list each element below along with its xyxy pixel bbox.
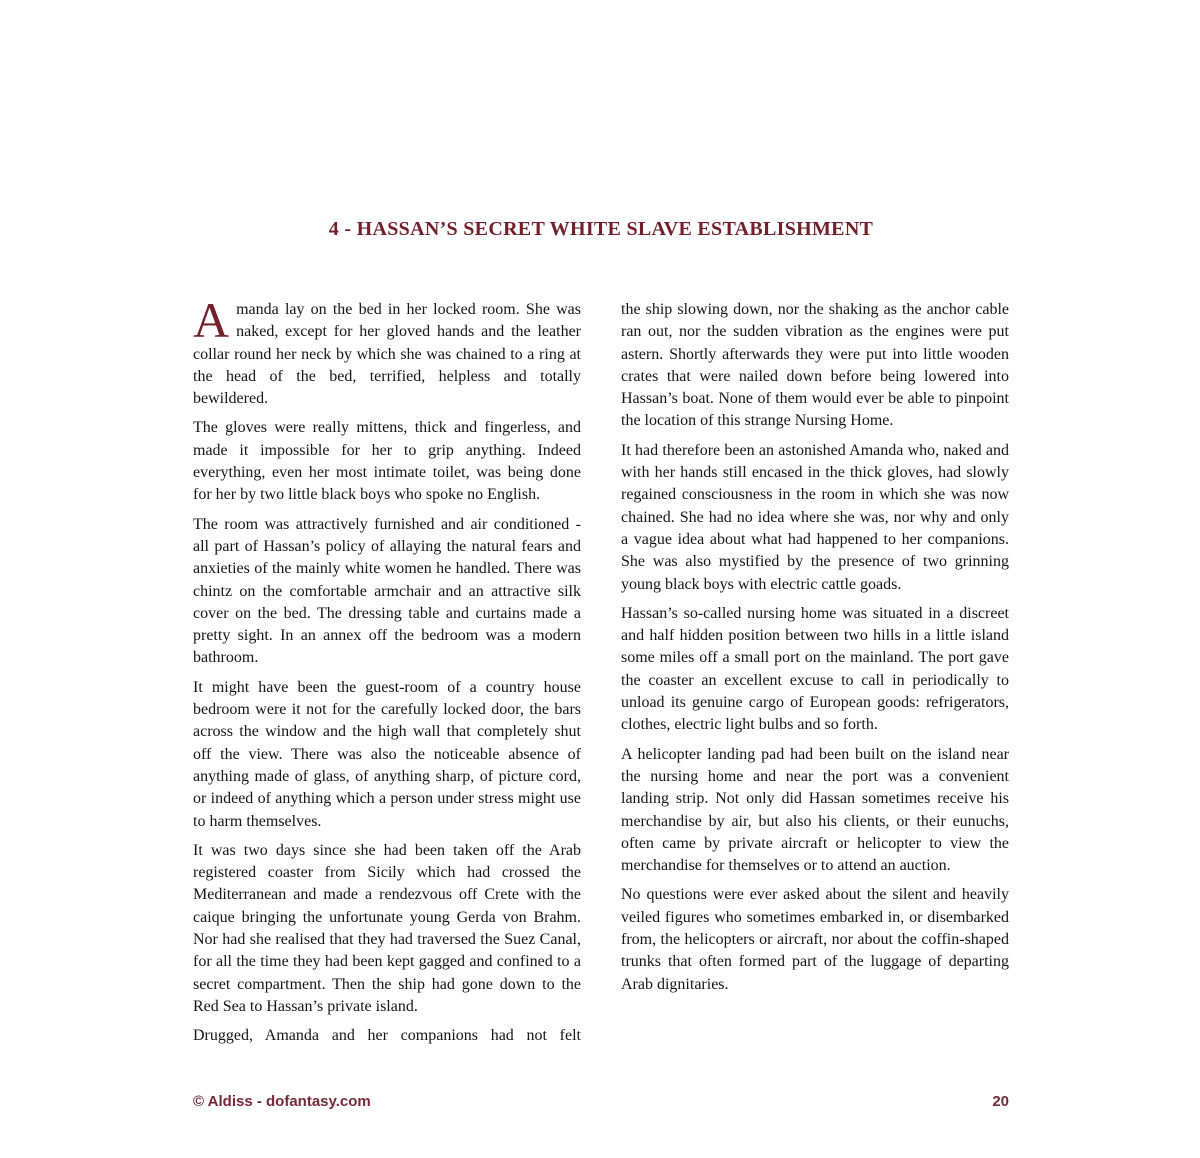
text-columns (193, 292, 1009, 1048)
right-column (621, 299, 1009, 1048)
drop-cap: A (193, 292, 230, 348)
paragraph: Hassan’s so-called nursing home was situated in a discreet and half hidden position between two hills in a little island some miles off a small port on the mainland. The port gave the coaster an excellent excuse to call in periodically to unload its genuine cargo of European goods: refrigerators, clothes, electric light bulbs and so forth. (621, 604, 1009, 734)
paragraph: A helicopter landing pad had been built on the island near the nursing home and near the port was a convenient landing strip. Not only did Hassan sometimes receive his merchandise by air, but also his clients, or their eunuchs, often came by private aircraft or helicopter to view the merchandise for themselves or to attend an auction. (621, 745, 1009, 875)
copyright-credit: © Aldiss - dofantasy.com (193, 1093, 371, 1110)
paragraph: No questions were ever asked about the silent and heavily veiled figures who sometimes embarked in, or disembarked from, the helicopters or aircraft, nor about the coffin-shaped trunks that often formed part of the luggage of departing Arab dignitaries. (621, 886, 1009, 993)
paragraph: It might have been the guest-room of a country house bedroom were it not for the carefully locked door, the bars across the window and the high wall that completely shut off the view. There was also the noticeable absence of anything made of glass, of anything sharp, of picture cord, or indeed of anything which a person under stress might use to harm themselves. (193, 678, 581, 830)
page-footer (193, 1093, 1009, 1110)
chapter-title: 4 - HASSAN’S SECRET WHITE SLAVE ESTABLISHMENT (328, 218, 874, 240)
paragraph (193, 292, 581, 410)
paragraph: Drugged, Amanda and her companions had not felt (193, 1027, 581, 1045)
paragraph: The room was attractively furnished and air conditioned - all part of Hassan’s policy of allaying the natural fears and anxieties of the mainly white women he handled. There was chintz on the comfortable armchair and an attractive silk cover on the bed. The dressing table and curtains made a pretty sight. In an annex off the bedroom was a modern bathroom. (193, 515, 581, 667)
paragraph: It was two days since she had been taken off the Arab registered coaster from Sicily which had crossed the Mediterranean and made a rendezvous off Crete with the caique bringing the unfortunate young Gerda von Brahm. Nor had she realised that they had traversed the Suez Canal, for all the time they had been kept gagged and confined to a secret compartment. Then the ship had gone down to the Red Sea to Hassan’s private island. (193, 841, 581, 1015)
paragraph-text: manda lay on the bed in her locked room. She was naked, except for her gloved hands and the leather collar round her neck by which she was chained to a ring at the head of the bed, terrified, helpless and totally bewildered. (193, 301, 581, 408)
paragraph: The gloves were really mittens, thick and fingerless, and made it impossible for her to grip anything. Indeed everything, even her most intimate toilet, was being done for her by two little black boys who spoke no English. (193, 419, 581, 504)
left-column (193, 292, 581, 1048)
paragraph: the ship slowing down, nor the shaking as the anchor cable ran out, nor the sudden vibration as the engines were put astern. Shortly afterwards they were put into little wooden crates that were nailed down before being lowered into Hassan’s boat. None of them would ever be able to pinpoint the location of this strange Nursing Home. (621, 301, 1009, 430)
paragraph: It had therefore been an astonished Amanda who, naked and with her hands still encased in the thick gloves, had slowly regained consciousness in the room in which she was now chained. She had no idea where she was, nor why and only a vague idea about what had happened to her companions. She was also mystified by the presence of two grinning young black boys with electric cattle goads. (621, 441, 1009, 593)
page-number: 20 (992, 1093, 1009, 1110)
